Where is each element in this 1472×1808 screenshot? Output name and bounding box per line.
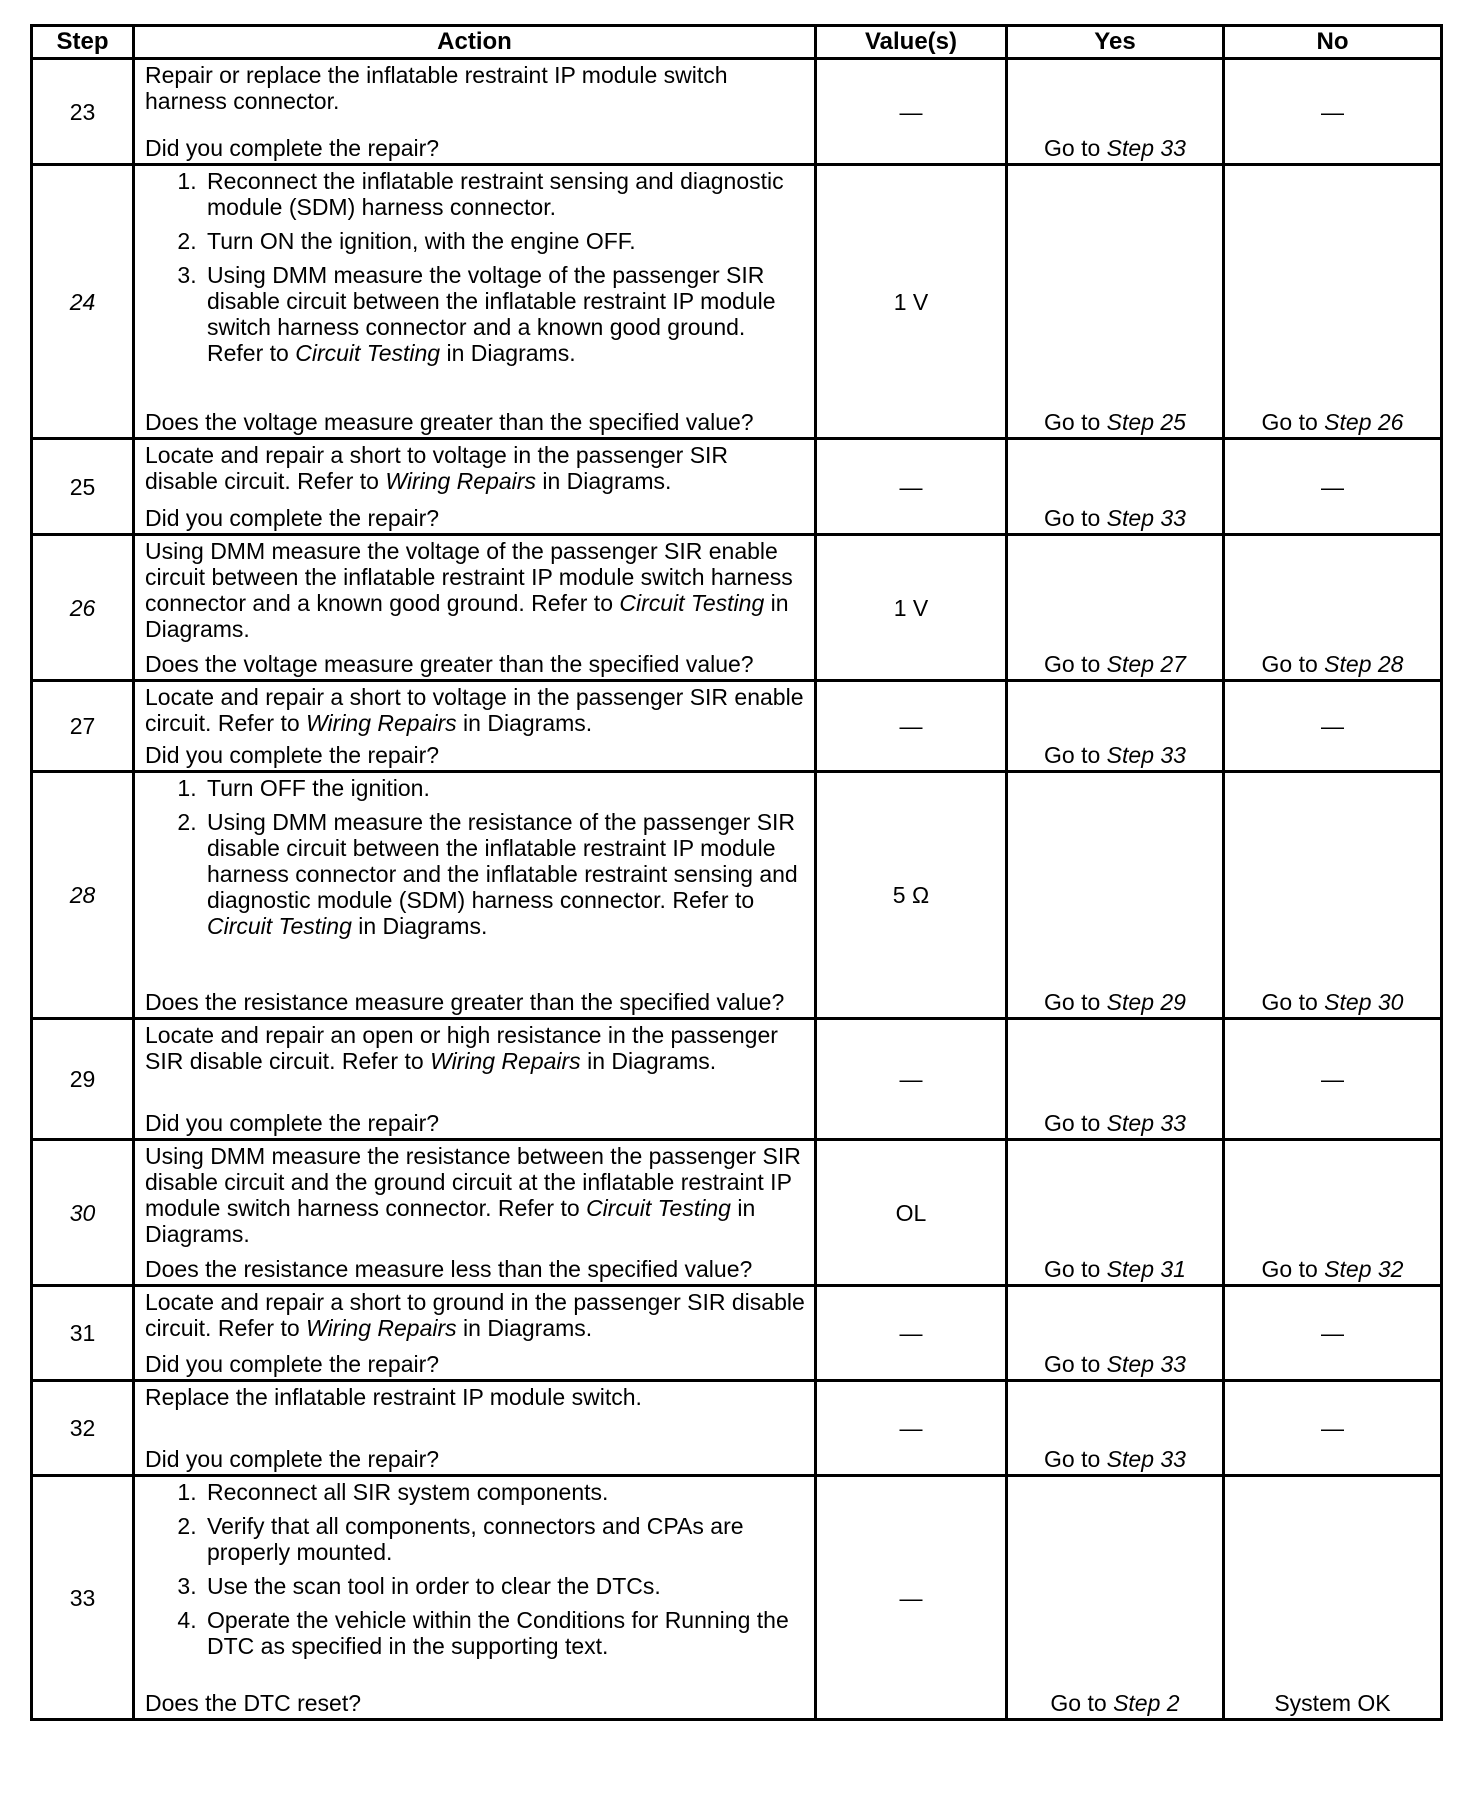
no-cell: [1224, 165, 1442, 439]
no-cell: [1224, 1140, 1442, 1286]
step-number: 25: [32, 439, 134, 535]
action-cell: [134, 1381, 816, 1476]
yes-cell: [1007, 1381, 1224, 1476]
step-number: 30: [32, 1140, 134, 1286]
step-ref: Step 32: [1324, 1256, 1404, 1282]
action-text: Locate and repair a short to ground in the passenger SIR disable circuit. Refer to Wiring Repairs in Diagrams.: [145, 1289, 805, 1341]
list-item: 1. Reconnect all SIR system components.: [203, 1479, 806, 1505]
action-text: Replace the inflatable restraint IP module switch.: [145, 1384, 642, 1410]
no-value: —: [1321, 1320, 1344, 1346]
step-number: 33: [32, 1476, 134, 1720]
header-step: Step: [32, 26, 134, 59]
yes-goto: Go to Step 33: [1044, 1446, 1186, 1472]
table-row: [32, 1286, 1442, 1381]
list-item: 3. Use the scan tool in order to clear the DTCs.: [203, 1573, 806, 1599]
table-row: [32, 772, 1442, 1019]
value-cell: —: [816, 1381, 1007, 1476]
action-cell: [134, 681, 816, 772]
step-number: 23: [32, 59, 134, 165]
step-ref: Step 33: [1106, 1446, 1186, 1472]
no-cell: [1224, 59, 1442, 165]
step-ref: Step 31: [1106, 1256, 1186, 1282]
step-number: 29: [32, 1019, 134, 1140]
yes-cell: [1007, 1286, 1224, 1381]
action-cell: [134, 1286, 816, 1381]
list-item: 1. Turn OFF the ignition.: [203, 775, 806, 801]
no-cell: [1224, 1286, 1442, 1381]
yes-cell: [1007, 439, 1224, 535]
action-text: Using DMM measure the resistance between the passenger SIR disable circuit and the ground circuit at the inflatable restraint IP module switch harness connector. Refer to Circuit Testing in Diagrams.: [145, 1143, 801, 1247]
list-item: 2. Verify that all components, connectors and CPAs are properly mounted.: [203, 1513, 806, 1565]
step-number: 27: [32, 681, 134, 772]
table-row: [32, 165, 1442, 439]
action-text: Repair or replace the inflatable restraint IP module switch harness connector.: [145, 62, 728, 114]
no-cell: [1224, 772, 1442, 1019]
no-cell: [1224, 535, 1442, 681]
step-ref: Step 33: [1106, 742, 1186, 768]
action-question: Did you complete the repair?: [145, 505, 440, 531]
yes-goto: Go to Step 25: [1044, 409, 1186, 435]
header-action: Action: [134, 26, 816, 59]
yes-goto: Go to Step 33: [1044, 1110, 1186, 1136]
table-row: [32, 439, 1442, 535]
yes-cell: [1007, 1476, 1224, 1720]
value-cell: 1 V: [816, 165, 1007, 439]
table-row: [32, 59, 1442, 165]
step-ref: Step 29: [1106, 989, 1186, 1015]
table-row: [32, 681, 1442, 772]
value-cell: OL: [816, 1140, 1007, 1286]
yes-cell: [1007, 1019, 1224, 1140]
no-value: —: [1321, 1415, 1344, 1441]
no-goto: Go to Step 28: [1261, 651, 1404, 677]
value-cell: —: [816, 439, 1007, 535]
value-cell: 5 Ω: [816, 772, 1007, 1019]
yes-cell: [1007, 1140, 1224, 1286]
action-cell: [134, 1140, 816, 1286]
no-goto: Go to Step 26: [1261, 409, 1404, 435]
no-value: System OK: [1274, 1690, 1391, 1716]
no-cell: [1224, 1476, 1442, 1720]
value-cell: —: [816, 681, 1007, 772]
yes-cell: [1007, 681, 1224, 772]
table-row: [32, 1140, 1442, 1286]
step-ref: Step 26: [1324, 409, 1404, 435]
table-row: [32, 1019, 1442, 1140]
step-ref: Step 33: [1106, 1110, 1186, 1136]
list-item: 2. Using DMM measure the resistance of the passenger SIR disable circuit between the inflatable restraint IP module harness connector and the inflatable restraint sensing and diagnostic module (SDM) harness connector. Refer to Circuit Testing in Diagrams.: [203, 809, 806, 939]
no-cell: [1224, 681, 1442, 772]
action-question: Does the DTC reset?: [145, 1690, 362, 1716]
yes-cell: [1007, 772, 1224, 1019]
step-ref: Step 30: [1324, 989, 1404, 1015]
value-cell: 1 V: [816, 535, 1007, 681]
step-ref: Step 33: [1106, 135, 1186, 161]
action-cell: [134, 59, 816, 165]
header-no: No: [1224, 26, 1442, 59]
step-number: 32: [32, 1381, 134, 1476]
yes-goto: Go to Step 29: [1044, 989, 1186, 1015]
action-cell: [134, 1476, 816, 1720]
yes-cell: [1007, 535, 1224, 681]
action-question: Did you complete the repair?: [145, 1446, 440, 1472]
action-cell: [134, 165, 816, 439]
yes-goto: Go to Step 33: [1044, 505, 1186, 531]
diagnostic-table-page: [30, 24, 1440, 1721]
action-question: Does the voltage measure greater than the specified value?: [145, 409, 754, 435]
action-text: Using DMM measure the voltage of the passenger SIR enable circuit between the inflatable restraint IP module switch harness connector and a known good ground. Refer to Circuit Testing in Diagrams.: [145, 538, 793, 642]
action-question: Did you complete the repair?: [145, 742, 440, 768]
action-steps-list: [145, 775, 806, 939]
action-question: Does the voltage measure greater than the specified value?: [145, 651, 754, 677]
no-value: —: [1321, 1066, 1344, 1092]
no-value: —: [1321, 98, 1344, 125]
step-number: 28: [32, 772, 134, 1019]
table-row: [32, 1476, 1442, 1720]
value-cell: —: [816, 1286, 1007, 1381]
yes-goto: Go to Step 33: [1044, 742, 1186, 768]
action-cell: [134, 772, 816, 1019]
step-number: 26: [32, 535, 134, 681]
action-question: Does the resistance measure greater than the specified value?: [145, 989, 785, 1015]
value-cell: —: [816, 1476, 1007, 1720]
no-value: —: [1321, 473, 1344, 500]
value-cell: —: [816, 1019, 1007, 1140]
step-number: 31: [32, 1286, 134, 1381]
yes-goto: Go to Step 2: [1050, 1690, 1180, 1716]
diagnostic-steps-table: [30, 24, 1443, 1721]
step-ref: Step 2: [1113, 1690, 1180, 1716]
no-cell: [1224, 439, 1442, 535]
no-value: —: [1321, 713, 1344, 739]
yes-goto: Go to Step 31: [1044, 1256, 1186, 1282]
yes-cell: [1007, 59, 1224, 165]
table-header-row: [32, 26, 1442, 59]
action-question: Does the resistance measure less than the specified value?: [145, 1256, 753, 1282]
step-number: 24: [32, 165, 134, 439]
no-goto: Go to Step 32: [1261, 1256, 1404, 1282]
list-item: 3. Using DMM measure the voltage of the passenger SIR disable circuit between the inflatable restraint IP module switch harness connector and a known good ground. Refer to Circuit Testing in Diagrams.: [203, 262, 806, 366]
action-text: Locate and repair an open or high resistance in the passenger SIR disable circuit. Refer to Wiring Repairs in Diagrams.: [145, 1022, 778, 1074]
list-item: 4. Operate the vehicle within the Conditions for Running the DTC as specified in the supporting text.: [203, 1607, 806, 1659]
list-item: 1. Reconnect the inflatable restraint sensing and diagnostic module (SDM) harness connector.: [203, 168, 806, 220]
no-cell: [1224, 1019, 1442, 1140]
action-cell: [134, 1019, 816, 1140]
yes-goto: Go to Step 27: [1044, 651, 1186, 677]
action-cell: [134, 535, 816, 681]
action-text: Locate and repair a short to voltage in the passenger SIR enable circuit. Refer to Wiring Repairs in Diagrams.: [145, 684, 804, 736]
header-values: Value(s): [816, 26, 1007, 59]
action-steps-list: [145, 168, 806, 366]
header-yes: Yes: [1007, 26, 1224, 59]
no-goto: Go to Step 30: [1261, 989, 1404, 1015]
no-cell: [1224, 1381, 1442, 1476]
action-question: Did you complete the repair?: [145, 1110, 440, 1136]
value-cell: —: [816, 59, 1007, 165]
action-text: Locate and repair a short to voltage in the passenger SIR disable circuit. Refer to Wiring Repairs in Diagrams.: [145, 442, 729, 494]
step-ref: Step 33: [1106, 1351, 1186, 1377]
step-ref: Step 27: [1106, 651, 1186, 677]
action-steps-list: [145, 1479, 806, 1659]
action-question: Did you complete the repair?: [145, 1351, 440, 1377]
step-ref: Step 28: [1324, 651, 1404, 677]
step-ref: Step 25: [1106, 409, 1186, 435]
table-row: [32, 535, 1442, 681]
action-question: Did you complete the repair?: [145, 135, 440, 161]
yes-goto: Go to Step 33: [1044, 1351, 1186, 1377]
yes-goto: Go to Step 33: [1044, 135, 1186, 161]
step-ref: Step 33: [1106, 505, 1186, 531]
action-cell: [134, 439, 816, 535]
list-item: 2. Turn ON the ignition, with the engine OFF.: [203, 228, 806, 254]
yes-cell: [1007, 165, 1224, 439]
table-row: [32, 1381, 1442, 1476]
